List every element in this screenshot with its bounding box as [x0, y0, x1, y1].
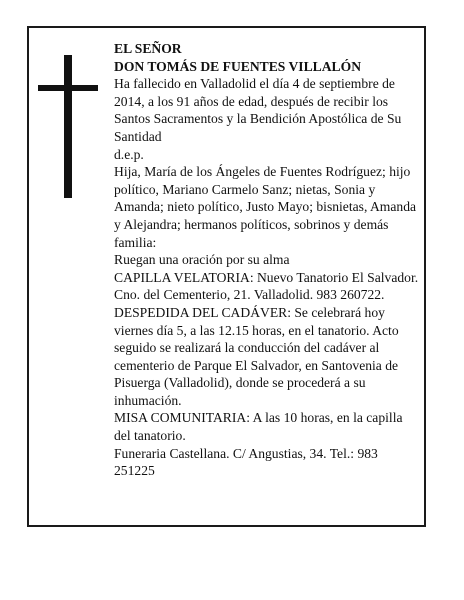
- farewell-info: DESPEDIDA DEL CADÁVER: Se celebrará hoy viernes día 5, a las 12.15 horas, en el tanatorio. Acto seguido se realizará la conducción del cadáver al cementerio de Parque El Salvador, en Santovenia de Pisuerga (Valladolid), donde se procederá a su inhumación.: [114, 304, 399, 408]
- community-mass-info: MISA COMUNITARIA: A las 10 horas, en la capilla del tanatorio.: [114, 410, 403, 444]
- funeral-home-info: Funeraria Castellana. C/ Angustias, 34. Tel.: 983 251225: [114, 445, 378, 479]
- rip-abbreviation: d.e.p.: [114, 146, 144, 162]
- heading-title: EL SEÑOR: [114, 41, 182, 56]
- deceased-name: DON TOMÁS DE FUENTES VILLALÓN: [114, 58, 362, 74]
- cross-horizontal-bar: [38, 85, 98, 91]
- prayer-request: Ruegan una oración por su alma: [114, 252, 290, 268]
- cross-vertical-bar: [64, 55, 72, 198]
- obituary-text: [114, 40, 420, 480]
- death-announcement: Ha fallecido en Valladolid el día 4 de septiembre de 2014, a los 91 años de edad, después de recibir los Santos Sacramentos y la Bendición Apostólica de Su Santidad: [114, 76, 402, 144]
- family-list: Hija, María de los Ángeles de Fuentes Rodríguez; hijo político, Mariano Carmelo Sanz; nietas, Sonia y Amanda; nieto político, Justo Mayo; bisnietas, Amanda y Alejandra; hermanos políticos, sobrinos y demás familia:: [114, 164, 417, 250]
- wake-chapel-info: CAPILLA VELATORIA: Nuevo Tanatorio El Salvador. Cno. del Cementerio, 21. Valladolid. 983 260722.: [114, 269, 419, 303]
- latin-cross-icon: [38, 55, 98, 198]
